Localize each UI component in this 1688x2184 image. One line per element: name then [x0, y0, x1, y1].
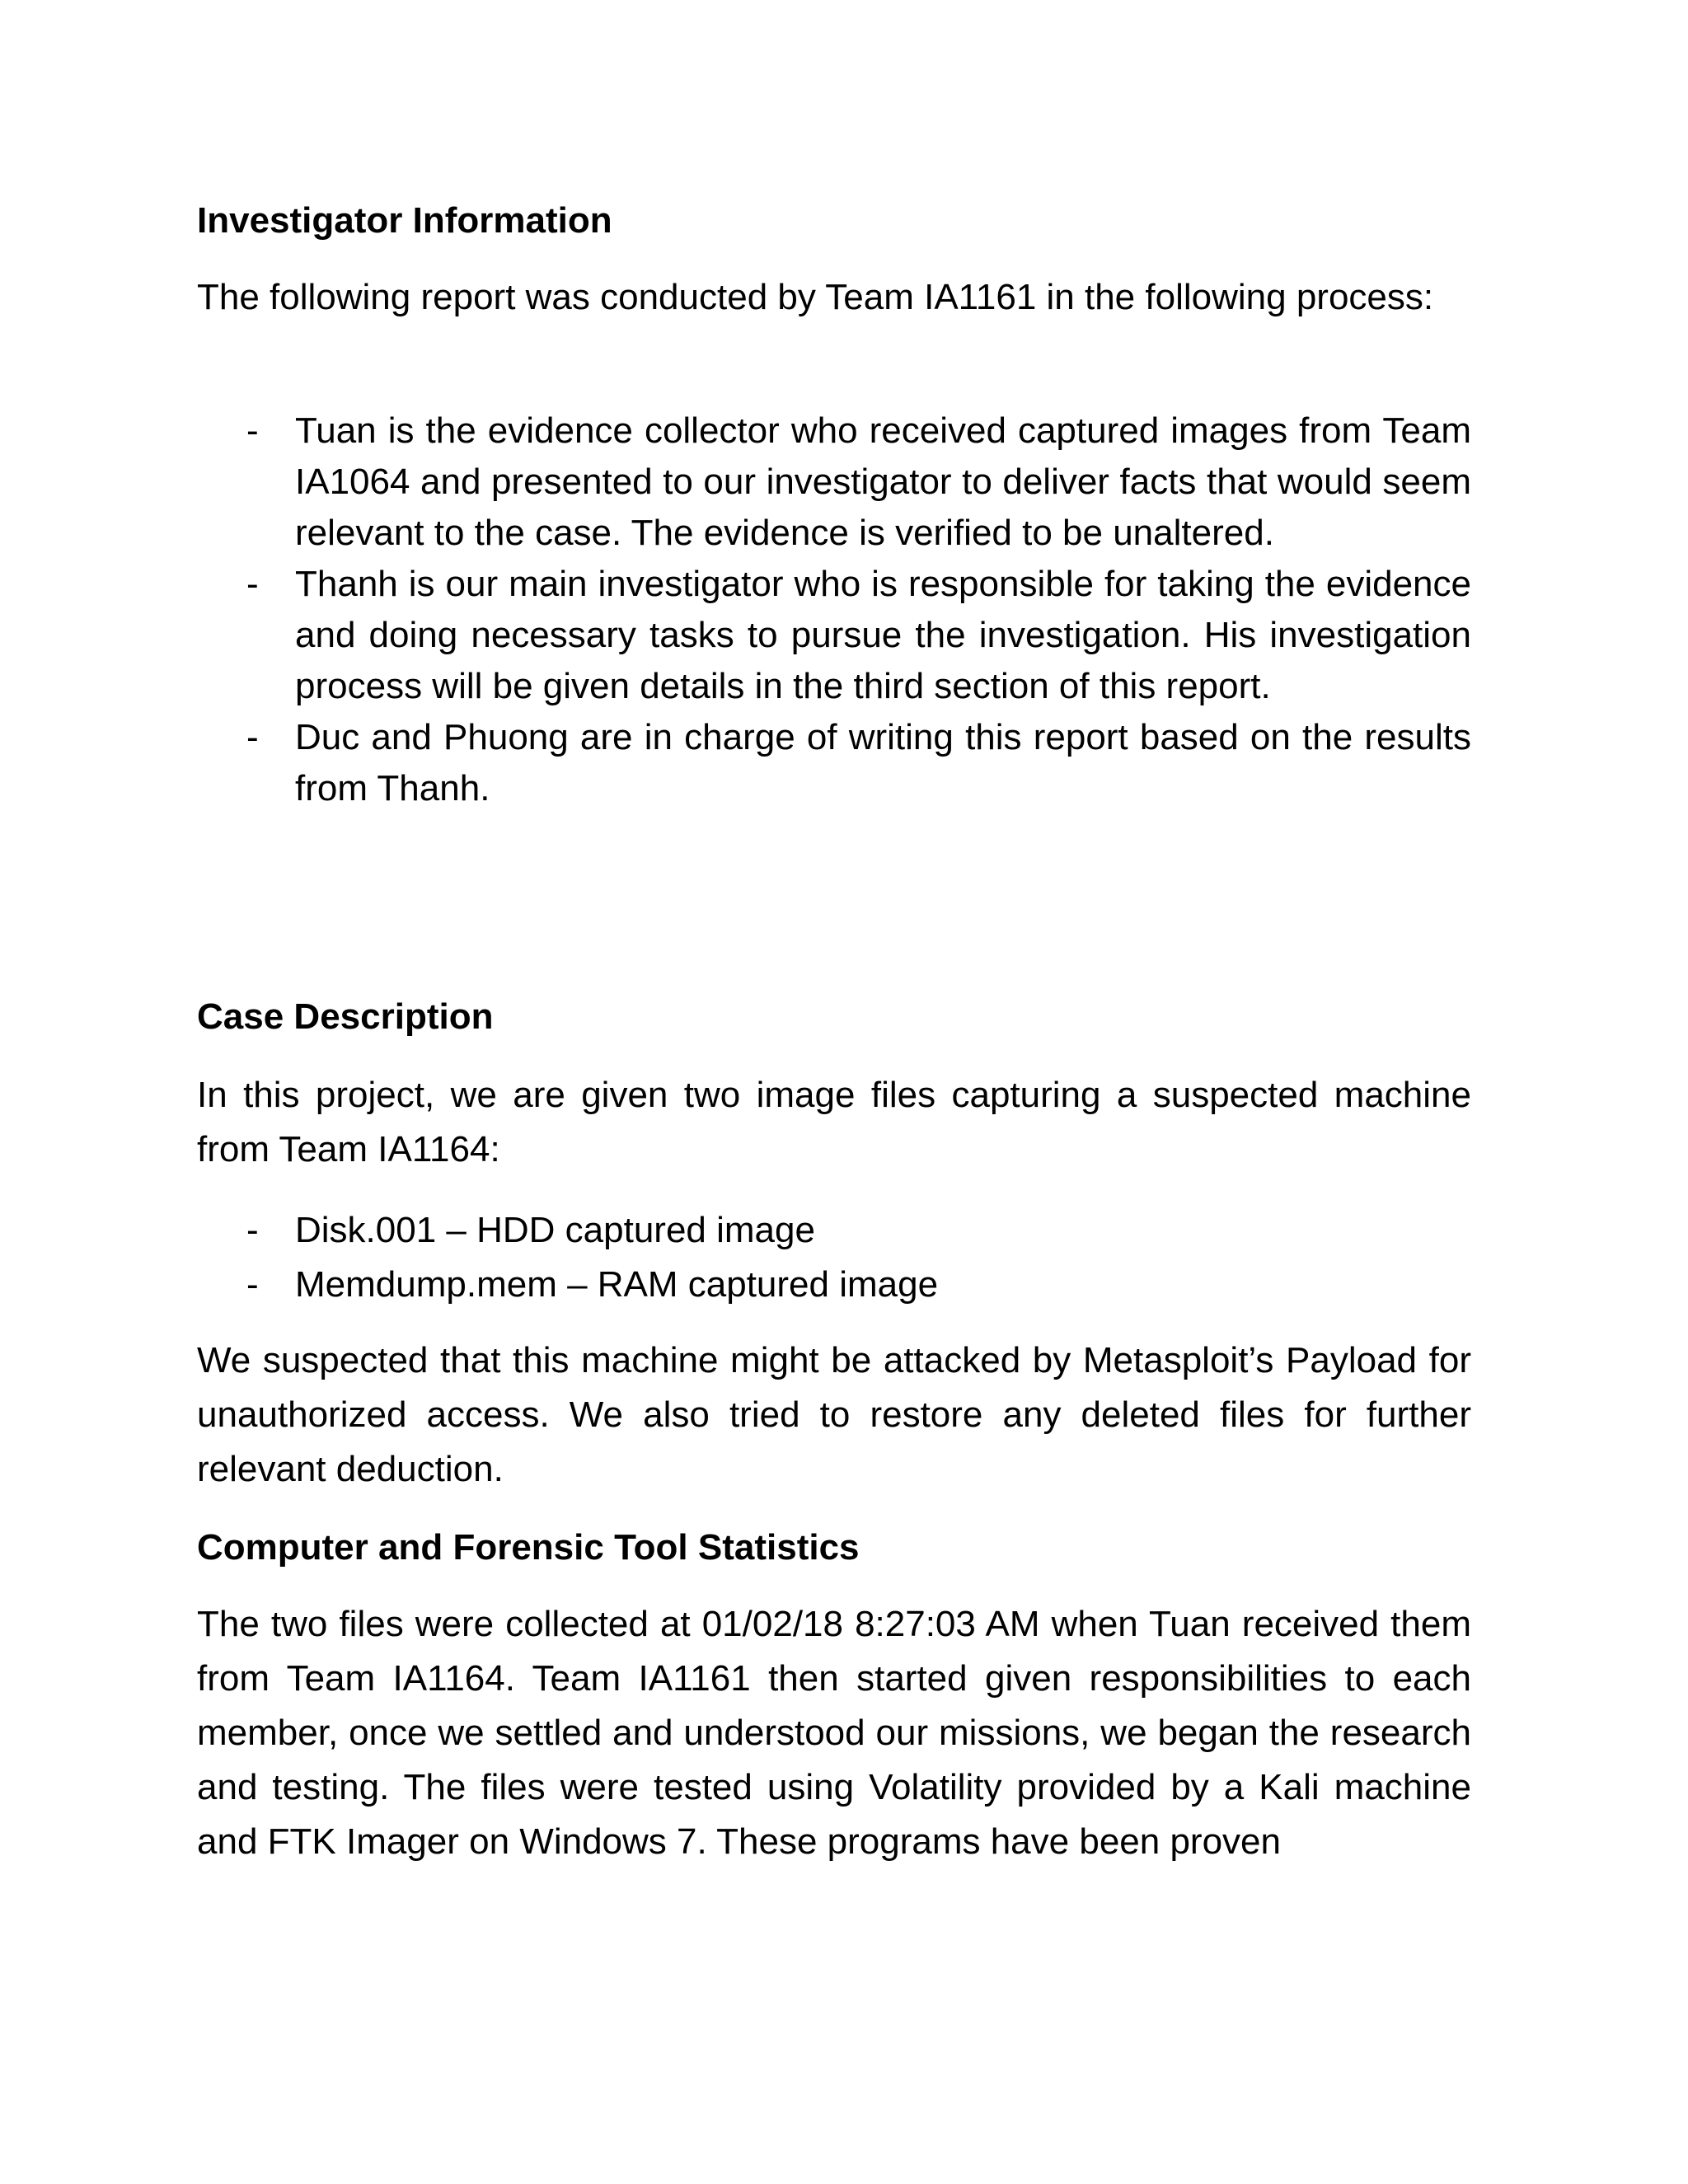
list-item	[197, 559, 1471, 712]
image-files-list	[197, 1203, 1471, 1312]
bullet-dash: -	[246, 1210, 259, 1250]
bullet-dash: -	[246, 410, 259, 451]
list-item	[197, 712, 1471, 814]
investigator-information-heading: Investigator Information	[197, 200, 612, 241]
list-item	[197, 405, 1471, 559]
bullet-text: Thanh is our main investigator who is responsible for taking the evidence and doing necessary tasks to pursue the investigation. His investigation process will be given details in the third section of this report.	[295, 564, 1471, 706]
list-item	[197, 1258, 1471, 1312]
forensic-tool-statistics-heading: Computer and Forensic Tool Statistics	[197, 1527, 860, 1568]
bullet-text: Disk.001 – HDD captured image	[295, 1210, 815, 1250]
bullet-text: Tuan is the evidence collector who received captured images from Team IA1064 and presented to our investigator to deliver facts that would seem relevant to the case. The evidence is verified to be unaltered.	[295, 410, 1471, 553]
bullet-dash: -	[246, 1264, 259, 1305]
bullet-text: Duc and Phuong are in charge of writing this report based on the results from Thanh.	[295, 717, 1471, 808]
forensic-tool-statistics-body: The two files were collected at 01/02/18 8:27:03 AM when Tuan received them from Team IA1164. Team IA1161 then started given responsibilities to each member, once we settled and understood our missions, we began the research and testing. The files were tested using Volatility provided by a Kali machine and FTK Imager on Windows 7. These programs have been proven	[197, 1604, 1471, 1862]
bullet-text: Memdump.mem – RAM captured image	[295, 1264, 939, 1305]
list-item	[197, 1203, 1471, 1258]
investigator-information-intro: The following report was conducted by Team IA1161 in the following process:	[197, 277, 1434, 317]
case-description-intro: In this project, we are given two image files capturing a suspected machine from Team IA1164:	[197, 1075, 1471, 1169]
bullet-dash: -	[246, 564, 259, 604]
case-description-heading: Case Description	[197, 996, 494, 1037]
case-description-body: We suspected that this machine might be attacked by Metasploit’s Payload for unauthorized access. We also tried to restore any deleted files for further relevant deduction.	[197, 1340, 1471, 1489]
bullet-dash: -	[246, 717, 259, 757]
investigator-roles-list	[197, 405, 1471, 814]
